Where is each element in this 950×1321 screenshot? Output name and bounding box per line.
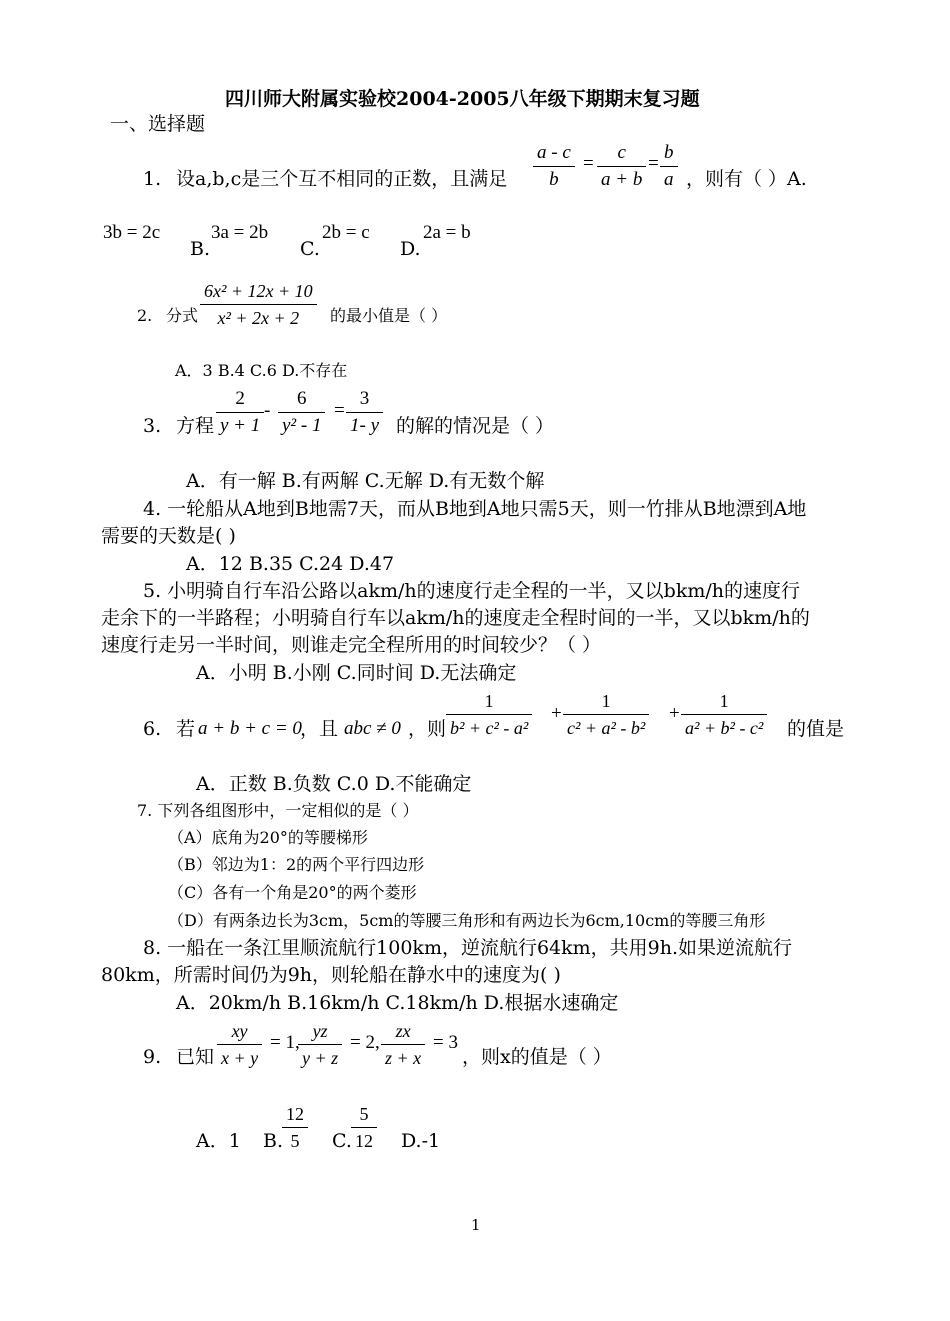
q6-options: A．正数 B.负数 C.0 D.不能确定 bbox=[196, 773, 472, 795]
q1-tail: ，则有（ ）A. bbox=[686, 168, 807, 190]
q9-fraction-2 bbox=[298, 1018, 342, 1071]
q1-eq1: = bbox=[583, 153, 594, 174]
page-title: 四川师大附属实验校2004-2005八年级下期期末复习题 bbox=[225, 88, 700, 110]
q1-option-a: 3b = 2c bbox=[103, 222, 161, 243]
section-heading: 一、选择题 bbox=[110, 113, 206, 135]
q9-f1-den: x + y bbox=[221, 1048, 259, 1068]
q6-then: ，则 bbox=[408, 718, 447, 740]
q6-fraction-3 bbox=[681, 688, 767, 741]
q9-ratio-1: = 1, bbox=[270, 1032, 300, 1053]
q1-frac1-den: b bbox=[549, 169, 559, 190]
q3-f3-num: 3 bbox=[346, 386, 383, 413]
q9-optb-num: 12 bbox=[282, 1101, 308, 1128]
q6-condition-2: abc ≠ 0 bbox=[344, 718, 401, 739]
q9-f2-num: yz bbox=[298, 1018, 342, 1045]
q5-line-1: 5. 小明骑自行车沿公路以akm/h的速度行走全程的一半，又以bkm/h的速度行 bbox=[143, 580, 800, 602]
q2-fraction bbox=[200, 278, 317, 331]
q3-f3-den: 1- y bbox=[350, 415, 380, 436]
q6-plus-1: + bbox=[551, 703, 562, 724]
q7-option-a: （A）底角为20°的等腰梯形 bbox=[168, 828, 368, 847]
q9-text: 已知 bbox=[176, 1046, 215, 1068]
q6-f3-num: 1 bbox=[681, 688, 767, 715]
q5-options: A．小明 B.小刚 C.同时间 D.无法确定 bbox=[196, 662, 517, 684]
q3-fraction-1 bbox=[216, 386, 264, 439]
q9-prefix: 9. bbox=[143, 1046, 162, 1068]
q5-line-2: 走余下的一半路程；小明骑自行车以akm/h的速度走全程时间的一半，又以bkm/h的 bbox=[101, 607, 810, 629]
q1-frac2-den: a + b bbox=[601, 169, 643, 190]
q9-label-b: B. bbox=[263, 1130, 284, 1152]
q1-option-d: 2a = b bbox=[423, 222, 471, 243]
page-number: 1 bbox=[471, 1216, 481, 1234]
q3-f2-den: y² - 1 bbox=[282, 415, 322, 436]
q4-options: A．12 B.35 C.24 D.47 bbox=[186, 553, 395, 575]
q9-f2-den: y + z bbox=[302, 1048, 339, 1068]
q9-option-d: D.-1 bbox=[401, 1130, 441, 1152]
q1-fraction-2 bbox=[597, 140, 646, 193]
q6-condition-1: a + b + c = 0 bbox=[198, 718, 302, 739]
q3-eq: = bbox=[334, 400, 345, 421]
q9-label-c: C. bbox=[332, 1130, 352, 1152]
q2-options: A．3 B.4 C.6 D.不存在 bbox=[175, 361, 348, 380]
q1-frac3-den: a bbox=[664, 169, 674, 190]
q9-optc-num: 5 bbox=[351, 1101, 377, 1128]
q9-optc-den: 12 bbox=[355, 1131, 373, 1151]
q3-minus: - bbox=[264, 400, 271, 421]
q1-eq2: = bbox=[648, 153, 659, 174]
q6-fraction-1 bbox=[446, 688, 532, 741]
q1-label-b: B. bbox=[190, 238, 211, 260]
q7-stem: 7. 下列各组图形中，一定相似的是（ ） bbox=[137, 801, 419, 820]
q1-prefix: 1. bbox=[143, 168, 162, 190]
q2-tail: 的最小值是（ ） bbox=[330, 306, 448, 325]
q5-line-3: 速度行走另一半时间，则谁走完全程所用的时间较少？（ ） bbox=[101, 634, 602, 656]
q9-f1-num: xy bbox=[217, 1018, 262, 1045]
q8-line-2: 80km，所需时间仍为9h，则轮船在静水中的速度为( ) bbox=[101, 964, 561, 986]
q3-prefix: 3. bbox=[143, 415, 162, 437]
q6-text: 若 bbox=[176, 718, 196, 740]
q4-line-2: 需要的天数是( ) bbox=[101, 525, 236, 547]
q2-num: 6x² + 12x + 10 bbox=[200, 278, 317, 305]
q6-plus-2: + bbox=[669, 703, 680, 724]
q4-line-1: 4. 一轮船从A地到B地需7天，而从B地到A地只需5天，则一竹排从B地漂到A地 bbox=[143, 498, 807, 520]
q7-option-d: （D）有两条边长为3cm，5cm的等腰三角形和有两边长为6cm,10cm的等腰三角形 bbox=[168, 911, 766, 930]
q6-mid: ，且 bbox=[300, 718, 339, 740]
q6-f2-num: 1 bbox=[563, 688, 649, 715]
q9-f3-den: z + x bbox=[385, 1048, 422, 1068]
q2-den: x² + 2x + 2 bbox=[217, 308, 300, 328]
q1-frac1-num: a - c bbox=[533, 140, 575, 167]
q1-option-c: 2b = c bbox=[322, 222, 370, 243]
q9-f3-num: zx bbox=[381, 1018, 425, 1045]
q3-f1-num: 2 bbox=[216, 386, 264, 413]
q3-options: A．有一解 B.有两解 C.无解 D.有无数个解 bbox=[186, 470, 545, 492]
q9-fraction-3 bbox=[381, 1018, 425, 1071]
q2-text: 分式 bbox=[166, 306, 199, 325]
q1-option-b: 3a = 2b bbox=[211, 222, 269, 243]
q3-fraction-3 bbox=[346, 386, 383, 439]
q9-ratio-3: = 3 bbox=[433, 1032, 458, 1053]
q3-f1-den: y + 1 bbox=[220, 415, 261, 436]
q2-prefix: 2. bbox=[137, 306, 153, 325]
q9-fraction-1 bbox=[217, 1018, 262, 1071]
q3-text: 方程 bbox=[176, 415, 215, 437]
q6-fraction-2 bbox=[563, 688, 649, 741]
q9-optb-den: 5 bbox=[290, 1131, 300, 1151]
q1-label-d: D. bbox=[400, 238, 421, 260]
q8-line-1: 8. 一船在一条江里顺流航行100km，逆流航行64km，共用9h.如果逆流航行 bbox=[143, 937, 793, 959]
q6-f2-den: c² + a² - b² bbox=[567, 718, 646, 738]
q1-frac3-num: b bbox=[660, 140, 678, 167]
q6-f1-den: b² + c² - a² bbox=[450, 718, 529, 738]
q8-options: A．20km/h B.16km/h C.18km/h D.根据水速确定 bbox=[176, 992, 619, 1014]
q7-option-c: （C）各有一个角是20°的两个菱形 bbox=[168, 883, 417, 902]
q6-prefix: 6. bbox=[143, 718, 162, 740]
q3-f2-num: 6 bbox=[278, 386, 325, 413]
q6-f3-den: a² + b² - c² bbox=[685, 718, 764, 738]
q1-text: 设a,b,c是三个互不相同的正数，且满足 bbox=[176, 168, 508, 190]
q3-tail: 的解的情况是（ ） bbox=[396, 415, 555, 437]
q6-tail: 的值是 bbox=[787, 718, 845, 740]
q9-ratio-2: = 2, bbox=[350, 1032, 380, 1053]
q3-fraction-2 bbox=[278, 386, 325, 439]
q6-f1-num: 1 bbox=[446, 688, 532, 715]
q1-fraction-3 bbox=[660, 140, 678, 193]
q1-label-c: C. bbox=[300, 238, 320, 260]
q7-option-b: （B）邻边为1：2的两个平行四边形 bbox=[168, 855, 425, 874]
q9-option-c-fraction bbox=[351, 1101, 377, 1154]
q9-option-a: A．1 bbox=[196, 1130, 241, 1152]
q9-option-b-fraction bbox=[282, 1101, 308, 1154]
q1-frac2-num: c bbox=[597, 140, 646, 167]
q9-tail: ，则x的值是（ ） bbox=[462, 1046, 612, 1068]
q1-fraction-1 bbox=[533, 140, 575, 193]
